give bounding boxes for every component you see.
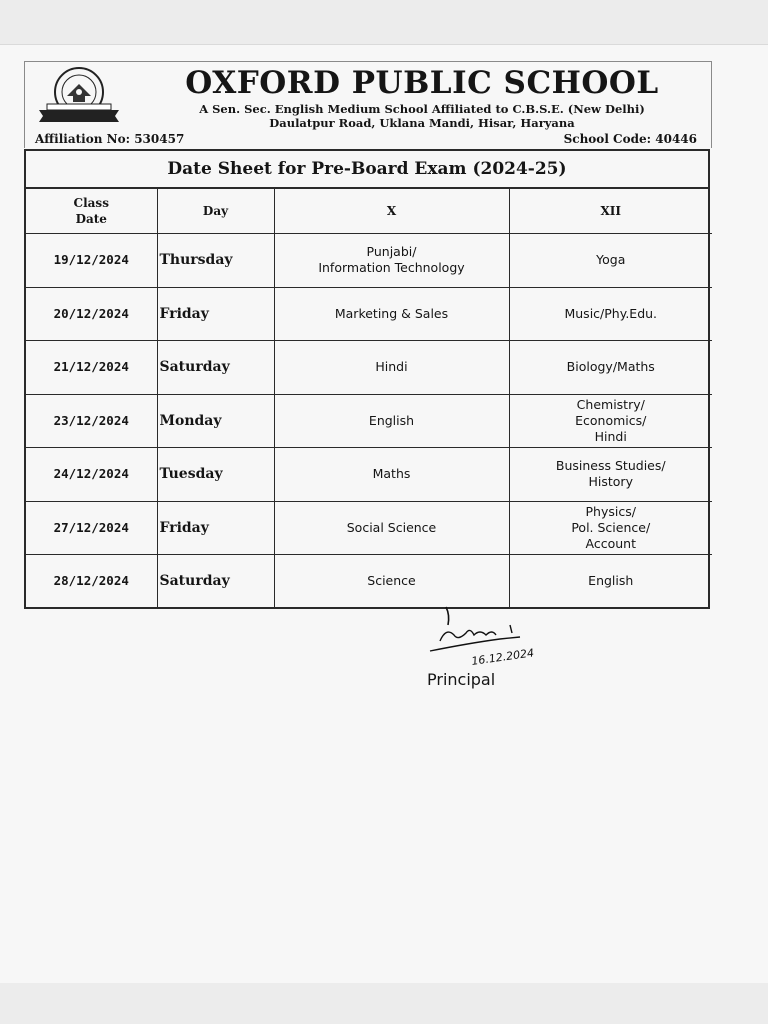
header-class-date (26, 189, 157, 234)
table-header-row (26, 189, 712, 234)
subject-line: Business Studies/ (555, 458, 666, 474)
subject-class-xii (509, 394, 712, 448)
subject-line: Science (367, 573, 416, 589)
header-class-x: X (274, 189, 509, 234)
exam-date: 27/12/2024 (26, 501, 157, 555)
letterhead (24, 61, 712, 148)
date-sheet (24, 149, 710, 609)
exam-day: Friday (157, 287, 274, 341)
subject-line: Hindi (594, 428, 627, 444)
exam-date: 20/12/2024 (26, 287, 157, 341)
subject-line: Chemistry/ (576, 396, 645, 412)
subject-line: Marketing & Sales (334, 305, 449, 321)
table-row (26, 555, 712, 608)
subject-class-xii (509, 555, 712, 608)
subject-line: Pol. Science/ (571, 519, 651, 535)
school-address: Daulatpur Road, Uklana Mandi, Hisar, Haryana (269, 116, 575, 130)
subject-line: Yoga (596, 252, 626, 268)
exam-day: Saturday (157, 555, 274, 608)
subject-class-x (274, 448, 509, 502)
subject-class-x (274, 341, 509, 395)
subject-line: History (588, 474, 633, 490)
table-row (26, 394, 712, 448)
subject-line: English (368, 412, 415, 428)
school-logo-icon (33, 66, 129, 124)
exam-date: 24/12/2024 (26, 448, 157, 502)
exam-day: Monday (157, 394, 274, 448)
header-class-xii: XII (509, 189, 712, 234)
subject-line: English (588, 573, 634, 589)
affiliation-line: A Sen. Sec. English Medium School Affiliated to C.B.S.E. (New Delhi) (199, 102, 645, 116)
subject-line: Information Technology (318, 260, 465, 276)
document-page (0, 44, 768, 983)
table-row (26, 287, 712, 341)
school-name: OXFORD PUBLIC SCHOOL (185, 65, 659, 101)
subject-line: Physics/ (585, 503, 636, 519)
sheet-title: Date Sheet for Pre-Board Exam (2024-25) (26, 151, 708, 189)
subject-class-x (274, 555, 509, 608)
table-row (26, 501, 712, 555)
affiliation-number: Affiliation No: 530457 (35, 132, 185, 146)
principal-signature (410, 605, 560, 675)
subject-line: Biology/Maths (566, 359, 655, 375)
table-row (26, 341, 712, 395)
exam-day: Thursday (157, 234, 274, 288)
subject-class-xii (509, 448, 712, 502)
subject-line: Punjabi/ (366, 244, 417, 260)
exam-date: 19/12/2024 (26, 234, 157, 288)
principal-label: Principal (427, 670, 496, 689)
signature-date: 16.12.2024 (470, 646, 535, 668)
subject-class-xii (509, 287, 712, 341)
exam-day: Tuesday (157, 448, 274, 502)
exam-date: 28/12/2024 (26, 555, 157, 608)
subject-class-x (274, 394, 509, 448)
subject-class-xii (509, 501, 712, 555)
subject-line: Music/Phy.Edu. (564, 305, 658, 321)
subject-class-x (274, 234, 509, 288)
table-row (26, 448, 712, 502)
exam-table (26, 189, 712, 608)
school-code: School Code: 40446 (563, 132, 697, 146)
subject-class-x (274, 287, 509, 341)
exam-date: 21/12/2024 (26, 341, 157, 395)
subject-line: Hindi (375, 359, 408, 375)
subject-class-xii (509, 341, 712, 395)
exam-date: 23/12/2024 (26, 394, 157, 448)
subject-class-xii (509, 234, 712, 288)
table-row (26, 234, 712, 288)
exam-day: Saturday (157, 341, 274, 395)
subject-line: Account (585, 535, 636, 551)
subject-line: Maths (372, 466, 411, 482)
header-day: Day (157, 189, 274, 234)
header-class: Class (73, 196, 109, 210)
header-date: Date (75, 212, 107, 226)
subject-line: Social Science (346, 519, 437, 535)
subject-line: Economics/ (575, 412, 647, 428)
subject-class-x (274, 501, 509, 555)
exam-day: Friday (157, 501, 274, 555)
